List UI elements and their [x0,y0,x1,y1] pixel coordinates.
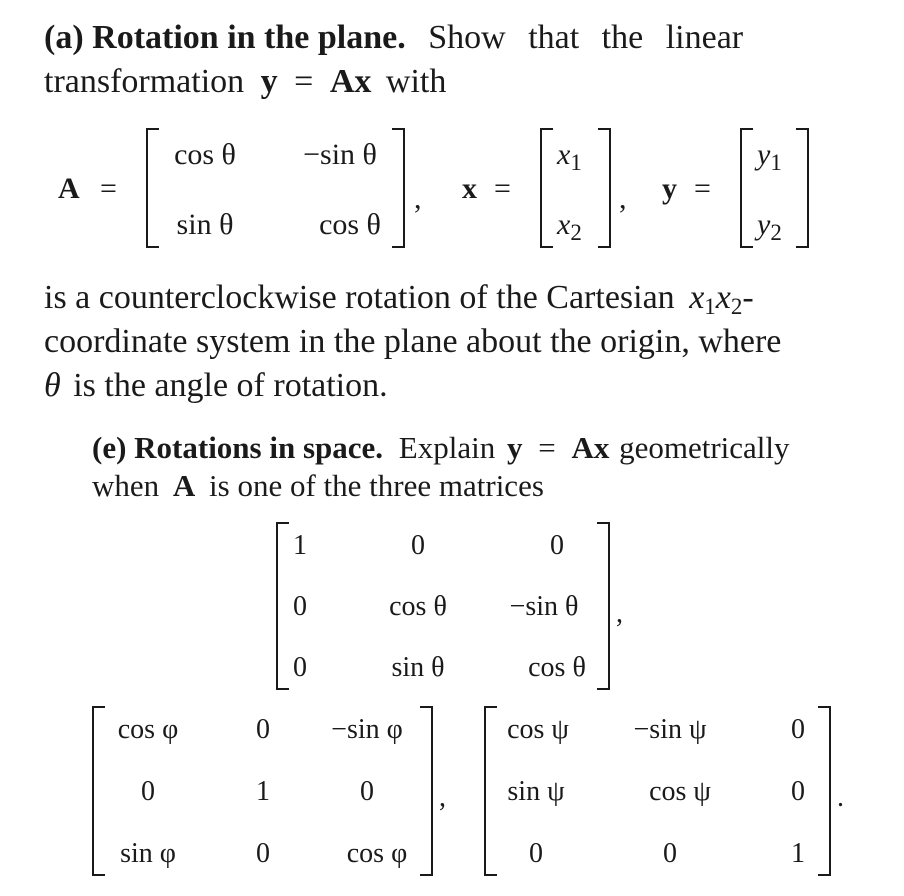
hyphen: - [742,279,754,316]
part-a-line-2 [44,62,446,102]
coord-x1x2: $x_1x_2$ [689,279,743,319]
matrix-cell: sin ψ [507,776,565,807]
equation-Ax: Ax [329,63,372,100]
matrix-cell: 0 [256,838,270,869]
matrix-cell: 0 [411,530,425,561]
label-y: y [662,172,677,205]
vector-y-right-bracket [796,128,809,248]
matrix-A-cell: cos θ [174,138,236,171]
equation-Ax: Ax [571,430,610,465]
period: . [837,782,844,813]
conclusion-line-3 [44,366,388,406]
matrix-cell: 0 [293,591,307,622]
matrix-cell: 0 [663,838,677,869]
matrix-A-cell: sin θ [176,208,234,241]
matrix-cell: cos θ [528,652,586,683]
matrix-cell: 0 [293,652,307,683]
equation-y: y [260,63,278,100]
matrix-cell: 1 [256,776,270,807]
matrix-2-left-bracket [92,706,105,876]
matrix-1-left-bracket [276,522,289,690]
conclusion-1a: is a counterclockwise rotation of the Cartesian [44,279,675,316]
matrix-A-cell: −sin θ [303,138,377,171]
matrix-A-right-bracket [392,128,405,248]
matrix-cell: cos φ [117,714,179,745]
conclusion-2: coordinate system in the plane about the origin, where [44,323,782,360]
vector-x-entry-2: $x_2$ [557,208,582,245]
matrix-3-left-bracket [484,706,497,876]
matrix-cell: sin θ [391,652,445,683]
part-a-heading: (a) Rotation in the plane. [44,19,406,56]
matrix-cell: 0 [141,776,155,807]
part-a-intro-2b: with [385,63,447,100]
vector-x-right-bracket [598,128,611,248]
matrix-cell: 0 [550,530,564,561]
comma: , [414,182,422,215]
part-e-line-1 [92,428,790,468]
matrix-3-right-bracket [818,706,831,876]
conclusion-3: is the angle of rotation. [73,367,388,404]
matrix-A-left-bracket [146,128,159,248]
matrix-cell: 1 [293,530,307,561]
equals-x: = [494,172,511,205]
part-a-intro-1: Show that the linear [428,19,744,56]
matrix-cell: cos ψ [507,714,569,745]
part-e-heading: (e) Rotations in space. [92,430,384,465]
part-e-text-1b: geometrically [619,430,790,465]
vector-x-left-bracket [540,128,553,248]
matrix-A-cell: cos θ [319,208,381,241]
conclusion-line-2 [44,322,781,362]
part-a-intro-2a: transformation [44,63,245,100]
matrix-cell: 0 [360,776,374,807]
comma: , [616,598,623,629]
equals-A: = [100,172,117,205]
equation-y: y [506,430,523,465]
comma: , [439,782,446,813]
matrix-cell: 0 [791,776,805,807]
matrix-cell: sin φ [120,838,176,869]
vector-y-left-bracket [740,128,753,248]
part-a-line-1 [44,18,743,58]
matrix-cell: cos ψ [649,776,711,807]
matrix-1-right-bracket [597,522,610,690]
matrix-cell: 0 [791,714,805,745]
part-e-text-2b: is one of the three matrices [209,468,544,503]
matrix-2-right-bracket [420,706,433,876]
matrix-cell: 0 [529,838,543,869]
conclusion-line-1 [44,278,754,327]
part-e-text-1a: Explain [398,430,496,465]
matrix-cell: −sin ψ [633,714,707,745]
matrix-cell: −sin θ [509,591,579,622]
equals-y: = [694,172,711,205]
equation-equals: = [538,430,556,465]
matrix-cell: −sin φ [331,714,403,745]
vector-y-entry-2: $y_2$ [757,208,782,245]
matrix-cell: 1 [791,838,805,869]
part-e-text-2a: when [92,468,160,503]
label-A: A [58,172,80,205]
matrix-cell: 0 [256,714,270,745]
vector-x-entry-1: $x_1$ [557,138,582,175]
matrix-cell: cos θ [389,591,447,622]
equation-equals: = [294,63,314,100]
part-e-line-2 [92,466,544,506]
theta-symbol: θ [44,367,61,404]
matrix-symbol-A: A [172,468,196,503]
vector-y-entry-1: $y_1$ [757,138,782,175]
matrix-cell: cos φ [346,838,408,869]
label-x: x [462,172,477,205]
comma: , [619,182,627,215]
